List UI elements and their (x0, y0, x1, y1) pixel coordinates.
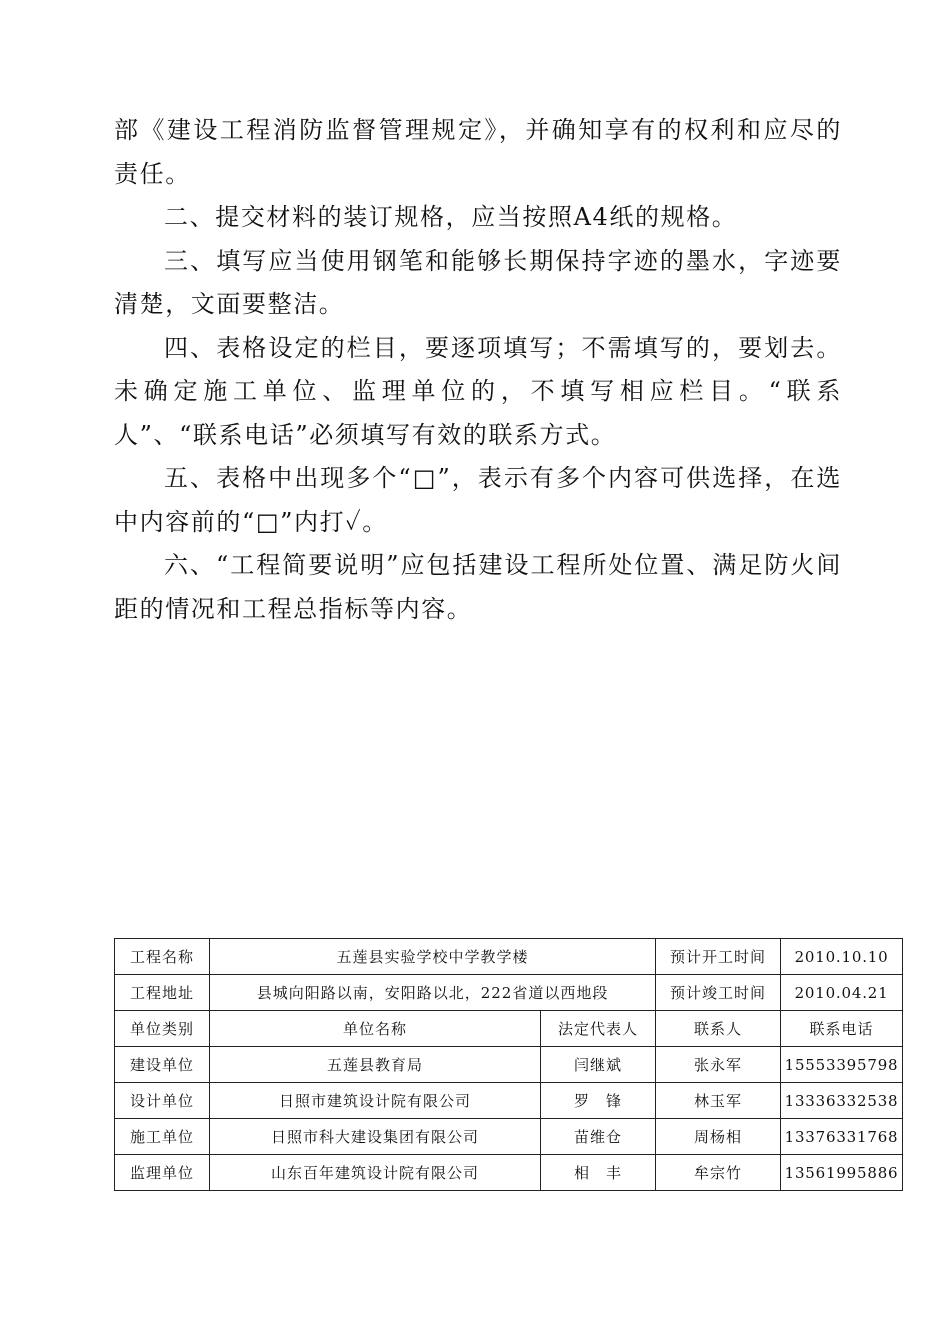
project-info-table (114, 938, 903, 1191)
legal-rep-cell: 苗维仓 (541, 1119, 656, 1155)
unit-name-cell: 山东百年建筑设计院有限公司 (210, 1155, 541, 1191)
unit-name-cell: 日照市建筑设计院有限公司 (210, 1083, 541, 1119)
table-row (115, 1083, 903, 1119)
header-phone: 联系电话 (781, 1011, 903, 1047)
header-legal-rep: 法定代表人 (541, 1011, 656, 1047)
legal-rep-cell: 罗 锋 (541, 1083, 656, 1119)
project-name-label: 工程名称 (115, 939, 210, 975)
project-name-value: 五莲县实验学校中学教学楼 (210, 939, 656, 975)
paragraph-responsibility: 部《建设工程消防监督管理规定》，并确知享有的权利和应尽的责任。 (114, 116, 842, 188)
unit-type-cell: 建设单位 (115, 1047, 210, 1083)
contact-cell: 牟宗竹 (656, 1155, 781, 1191)
contact-cell: 周杨相 (656, 1119, 781, 1155)
contact-cell: 林玉军 (656, 1083, 781, 1119)
paragraph-fill-fields: 四、表格设定的栏目，要逐项填写；不需填写的，要划去。未确定施工单位、监理单位的，不填写相应栏目。“联系人”、“联系电话”必须填写有效的联系方式。 (114, 333, 842, 449)
instructions-text (114, 109, 842, 631)
phone-cell: 15553395798 (781, 1047, 903, 1083)
unit-name-cell: 五莲县教育局 (210, 1047, 541, 1083)
table-row (115, 1119, 903, 1155)
paragraph-project-description: 六、“工程简要说明”应包括建设工程所处位置、满足防火间距的情况和工程总指标等内容。 (114, 551, 842, 623)
planned-completion-label: 预计竣工时间 (656, 975, 781, 1011)
unit-type-cell: 施工单位 (115, 1119, 210, 1155)
project-address-label: 工程地址 (115, 975, 210, 1011)
unit-type-cell: 设计单位 (115, 1083, 210, 1119)
header-unit-type: 单位类别 (115, 1011, 210, 1047)
table-row (115, 1047, 903, 1083)
unit-name-cell: 日照市科大建设集团有限公司 (210, 1119, 541, 1155)
legal-rep-cell: 闫继斌 (541, 1047, 656, 1083)
paragraph-binding-spec: 二、提交材料的装订规格，应当按照A4纸的规格。 (164, 203, 738, 231)
paragraph-ink-requirement: 三、填写应当使用钢笔和能够长期保持字迹的墨水，字迹要清楚，文面要整洁。 (114, 246, 842, 318)
table-row-project-name (115, 939, 903, 975)
legal-rep-cell: 相 丰 (541, 1155, 656, 1191)
phone-cell: 13336332538 (781, 1083, 903, 1119)
planned-completion-value: 2010.04.21 (781, 975, 903, 1011)
phone-cell: 13376331768 (781, 1119, 903, 1155)
planned-start-value: 2010.10.10 (781, 939, 903, 975)
contact-cell: 张永军 (656, 1047, 781, 1083)
header-contact: 联系人 (656, 1011, 781, 1047)
paragraph-checkbox-instruction: 五、表格中出现多个“□”，表示有多个内容可供选择，在选中内容前的“□”内打✓。 (114, 464, 842, 536)
table-header-row (115, 1011, 903, 1047)
unit-type-cell: 监理单位 (115, 1155, 210, 1191)
project-address-value: 县城向阳路以南，安阳路以北，222省道以西地段 (210, 975, 656, 1011)
header-unit-name: 单位名称 (210, 1011, 541, 1047)
table-row-project-address (115, 975, 903, 1011)
planned-start-label: 预计开工时间 (656, 939, 781, 975)
table-row (115, 1155, 903, 1191)
phone-cell: 13561995886 (781, 1155, 903, 1191)
